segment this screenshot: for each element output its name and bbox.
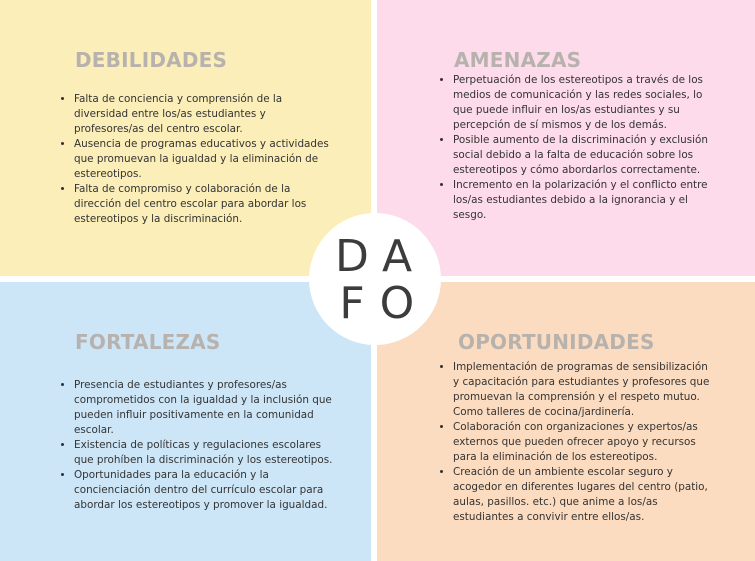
dafo-letter-o: O bbox=[379, 278, 415, 329]
amenazas-item: • Incremento en la polarización y el conflicto entre los/as estudiantes debido a la ignorancia y el sesgo. bbox=[453, 178, 715, 223]
fortalezas-list bbox=[58, 378, 336, 513]
debilidades-quadrant bbox=[0, 0, 371, 276]
amenazas-quadrant bbox=[377, 0, 755, 276]
fortalezas-title: FORTALEZAS bbox=[75, 330, 221, 354]
dafo-letter-d: D bbox=[335, 231, 369, 282]
oportunidades-item: • Colaboración con organizaciones y expertos/as externos que pueden ofrecer apoyo y recursos para la eliminación de los estereotipos. bbox=[453, 420, 715, 465]
oportunidades-title: OPORTUNIDADES bbox=[458, 330, 655, 354]
amenazas-list bbox=[437, 73, 715, 223]
oportunidades-list bbox=[437, 360, 715, 525]
oportunidades-quadrant bbox=[377, 278, 755, 561]
amenazas-title: AMENAZAS bbox=[454, 48, 582, 72]
fortalezas-item: • Presencia de estudiantes y profesores/as comprometidos con la igualdad y la inclusión que pueden influir positivamente en la comunidad escolar. bbox=[74, 378, 336, 438]
oportunidades-item: • Implementación de programas de sensibilización y capacitación para estudiantes y profesores que promuevan la comprensión y el respeto mutuo. Como talleres de cocina/jardinería. bbox=[453, 360, 715, 420]
amenazas-item: • Posible aumento de la discriminación y exclusión social debido a la falta de educación sobre los estereotipos y cómo abordarlos correctamente. bbox=[453, 133, 715, 178]
debilidades-item: • Falta de conciencia y comprensión de la diversidad entre los/as estudiantes y profesores/as del centro escolar. bbox=[74, 92, 336, 137]
dafo-center-circle bbox=[309, 213, 441, 345]
oportunidades-item: • Creación de un ambiente escolar seguro y acogedor en diferentes lugares del centro (patio, aulas, pasillos. etc.) que anime a los/as estudiantes a convivir entre ellos/as. bbox=[453, 465, 715, 525]
amenazas-item: • Perpetuación de los estereotipos a través de los medios de comunicación y las redes sociales, lo que puede influir en los/as estudiantes y su percepción de sí mismos y de los demás. bbox=[453, 73, 715, 133]
fortalezas-quadrant bbox=[0, 278, 371, 561]
debilidades-list bbox=[58, 92, 336, 227]
debilidades-item: • Falta de compromiso y colaboración de la dirección del centro escolar para abordar los estereotipos y la discriminación. bbox=[74, 182, 336, 227]
fortalezas-item: • Oportunidades para la educación y la concienciación dentro del currículo escolar para abordar los estereotipos y promover la igualdad. bbox=[74, 468, 336, 513]
fortalezas-item: • Existencia de políticas y regulaciones escolares que prohíben la discriminación y los estereotipos. bbox=[74, 438, 336, 468]
dafo-letter-f: F bbox=[339, 278, 365, 329]
debilidades-item: • Ausencia de programas educativos y actividades que promuevan la igualdad y la eliminación de estereotipos. bbox=[74, 137, 336, 182]
debilidades-title: DEBILIDADES bbox=[75, 48, 228, 72]
dafo-letter-a: A bbox=[381, 231, 413, 282]
